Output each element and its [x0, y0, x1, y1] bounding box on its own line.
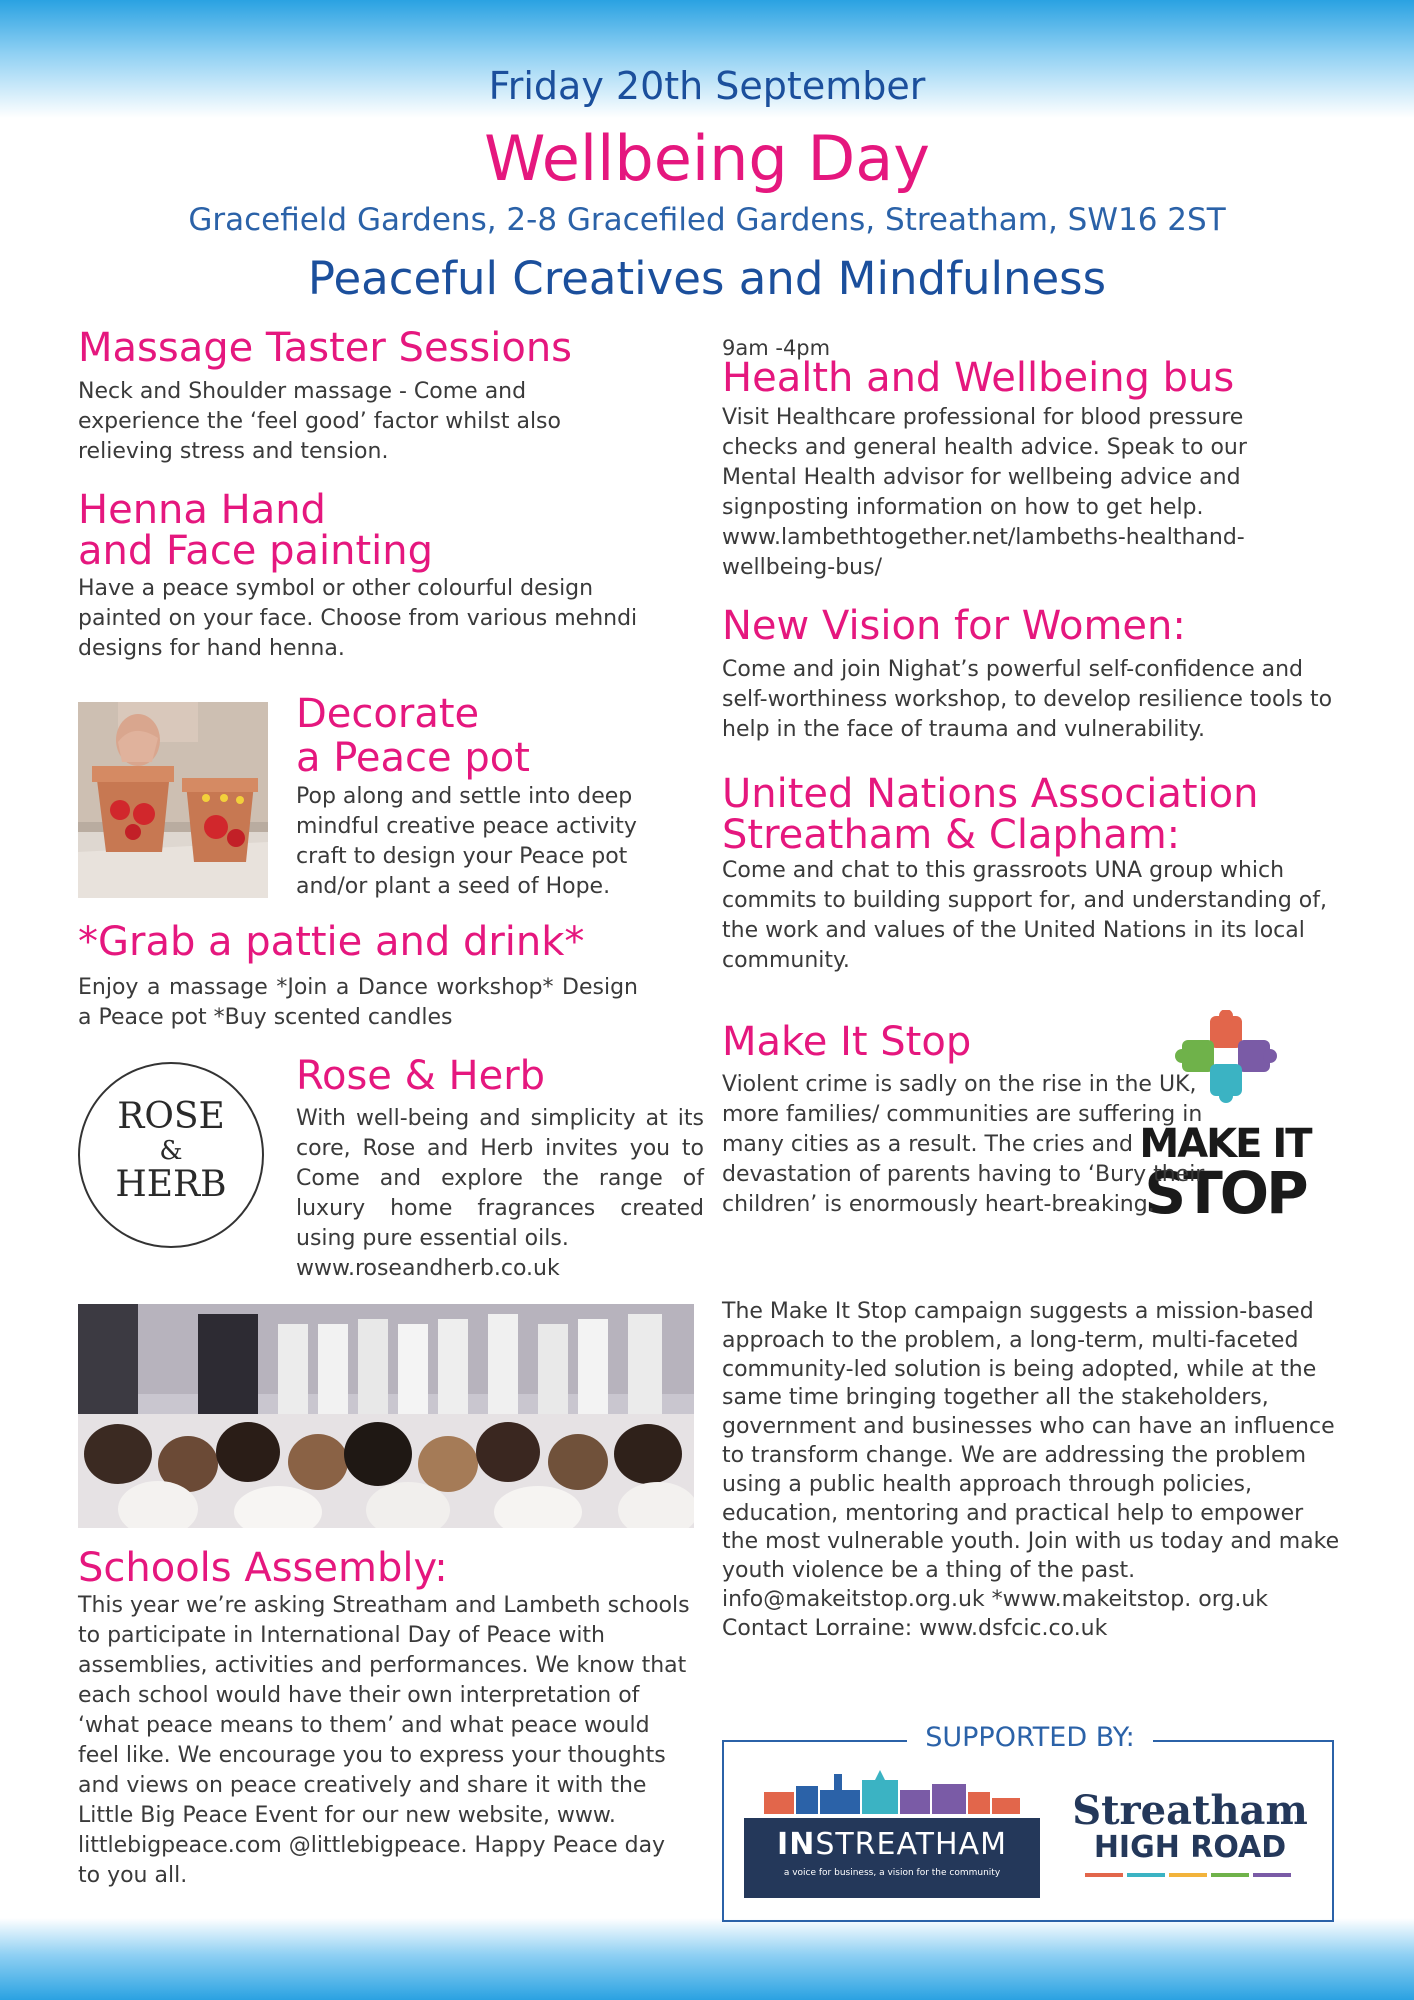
new-vision-body: Come and join Nighat’s powerful self-confidence and self-worthiness workshop, to develop resilience tools to help in the face of trauma and vulnerability.	[722, 657, 1333, 742]
schools-assembly-photo	[78, 1304, 694, 1528]
supported-by-label: SUPPORTED BY:	[907, 1722, 1153, 1753]
schools-body: This year we’re asking Streatham and Lambeth schools to participate in International Day of Peace with assemblies, activities and performances. We know that each school would have their own interpretation of ‘what peace means to them’ and what peace would feel like. We encourage you to express your thoughts and views on peace creatively and share it with the Little Big Peace Event for our new website, www. littlebigpeace.com @littlebigpeace. Happy Peace day to you all.	[78, 1593, 690, 1888]
make-it-stop-intro: Violent crime is sadly on the rise in the UK, more families/ communities are suffering in many cities as a result. The cries and devastation of parents having to ‘Bury their children’ is enormously heart-breaking.	[722, 1072, 1205, 1217]
instreatham-plate	[744, 1818, 1040, 1898]
una-heading-line1: United Nations Association	[722, 771, 1259, 817]
supported-by-box	[722, 1722, 1334, 1922]
henna-heading-line1: Henna Hand	[78, 487, 326, 533]
peace-pot-body: Pop along and settle into deep mindful creative peace activity craft to design your Peace pot and/or plant a seed of Hope.	[296, 784, 637, 899]
massage-heading: Massage Taster Sessions	[78, 325, 573, 371]
event-date: Friday 20th September	[488, 64, 926, 108]
instreatham-rest: STREATHAM	[815, 1827, 1007, 1862]
schools-section	[78, 1545, 690, 1891]
instreatham-logo[interactable]	[744, 1770, 1040, 1894]
rose-herb-logo	[78, 1062, 264, 1248]
instreatham-in: IN	[777, 1827, 816, 1862]
streatham-high-road-logo[interactable]	[1064, 1787, 1316, 1890]
event-time: 9am -4pm	[722, 336, 831, 360]
pattie-body: Enjoy a massage *Join a Dance workshop* Design a Peace pot *Buy scented candles	[78, 975, 638, 1030]
peace-pot-heading-line1: Decorate	[296, 691, 480, 737]
rose-herb-logo-amp: &	[159, 1136, 183, 1166]
make-it-stop-logo-line1: MAKE IT	[1139, 1121, 1311, 1167]
bus-heading: Health and Wellbeing bus	[722, 355, 1235, 401]
new-vision-heading: New Vision for Women:	[722, 603, 1186, 649]
schools-heading: Schools Assembly:	[78, 1545, 448, 1591]
skyline-icon	[744, 1770, 1040, 1814]
massage-section	[78, 325, 678, 467]
peace-pot-photo	[78, 702, 268, 898]
massage-body: Neck and Shoulder massage - Come and experience the ‘feel good’ factor whilst also relieving stress and tension.	[78, 379, 561, 464]
bus-body: Visit Healthcare professional for blood pressure checks and general health advice. Speak to our Mental Health advisor for wellbeing advice and signposting information on how to get help.	[722, 405, 1247, 520]
make-it-stop-campaign	[722, 1298, 1342, 1644]
rose-herb-section	[296, 1054, 704, 1284]
pattie-heading: *Grab a pattie and drink*	[78, 919, 585, 965]
shr-line1: Streatham	[1072, 1787, 1308, 1834]
event-title: Wellbeing Day	[484, 122, 930, 195]
henna-body: Have a peace symbol or other colourful design painted on your face. Choose from various mehndi designs for hand henna.	[78, 576, 638, 661]
supported-by-label-wrap	[724, 1722, 1336, 1753]
rose-herb-url[interactable]: www.roseandherb.co.uk	[296, 1256, 560, 1281]
event-tagline: Peaceful Creatives and Mindfulness	[307, 252, 1107, 305]
bus-url[interactable]: www.lambethtogether.net/lambeths-healthand-wellbeing-bus/	[722, 525, 1245, 580]
pattie-section	[78, 919, 638, 1033]
shr-line2: HIGH ROAD	[1093, 1830, 1287, 1865]
rose-herb-logo-line2: HERB	[115, 1164, 227, 1205]
una-heading-line2: Streatham & Clapham:	[722, 812, 1181, 858]
make-it-stop-body: The Make It Stop campaign suggests a mission-based approach to the problem, a long-term, multi-faceted community-led solution is being adopted, while at the same time bringing together all the stakeholders, government and businesses who can have an influence to transform change. We are addressing the problem using a public health approach through policies, education, mentoring and practical help to empower the most vulnerable youth. Join with us today and make youth violence be a thing of the past. info@makeitstop.org.uk *www.makeitstop. org.uk Contact Lorraine: www.dsfcic.co.uk	[722, 1299, 1340, 1641]
make-it-stop-heading: Make It Stop	[722, 1019, 972, 1065]
bottom-gradient-band	[0, 1918, 1414, 2000]
new-vision-section	[722, 603, 1334, 745]
una-section	[722, 771, 1334, 976]
peace-pot-section	[296, 692, 686, 902]
rose-herb-heading: Rose & Herb	[296, 1053, 546, 1099]
una-body: Come and chat to this grassroots UNA group which commits to building support for, and understanding of, the work and values of the United Nations in its local community.	[722, 858, 1327, 973]
event-venue: Gracefield Gardens, 2-8 Gracefiled Gardens, Streatham, SW16 2ST	[188, 202, 1226, 238]
color-stripe-icon	[1075, 1871, 1305, 1879]
rose-herb-logo-line1: ROSE	[117, 1096, 225, 1137]
instreatham-tagline: a voice for business, a vision for the community	[783, 1868, 1001, 1878]
henna-section	[78, 487, 678, 664]
make-it-stop-logo-line2: STOP	[1144, 1159, 1306, 1227]
rose-herb-body: With well-being and simplicity at its core, Rose and Herb invites you to Come and explore the range of luxury home fragrances created using pure essential oils.	[296, 1106, 704, 1251]
henna-heading-line2: and Face painting	[78, 528, 434, 574]
peace-pot-heading-line2: a Peace pot	[296, 735, 530, 781]
bus-section	[722, 355, 1342, 583]
